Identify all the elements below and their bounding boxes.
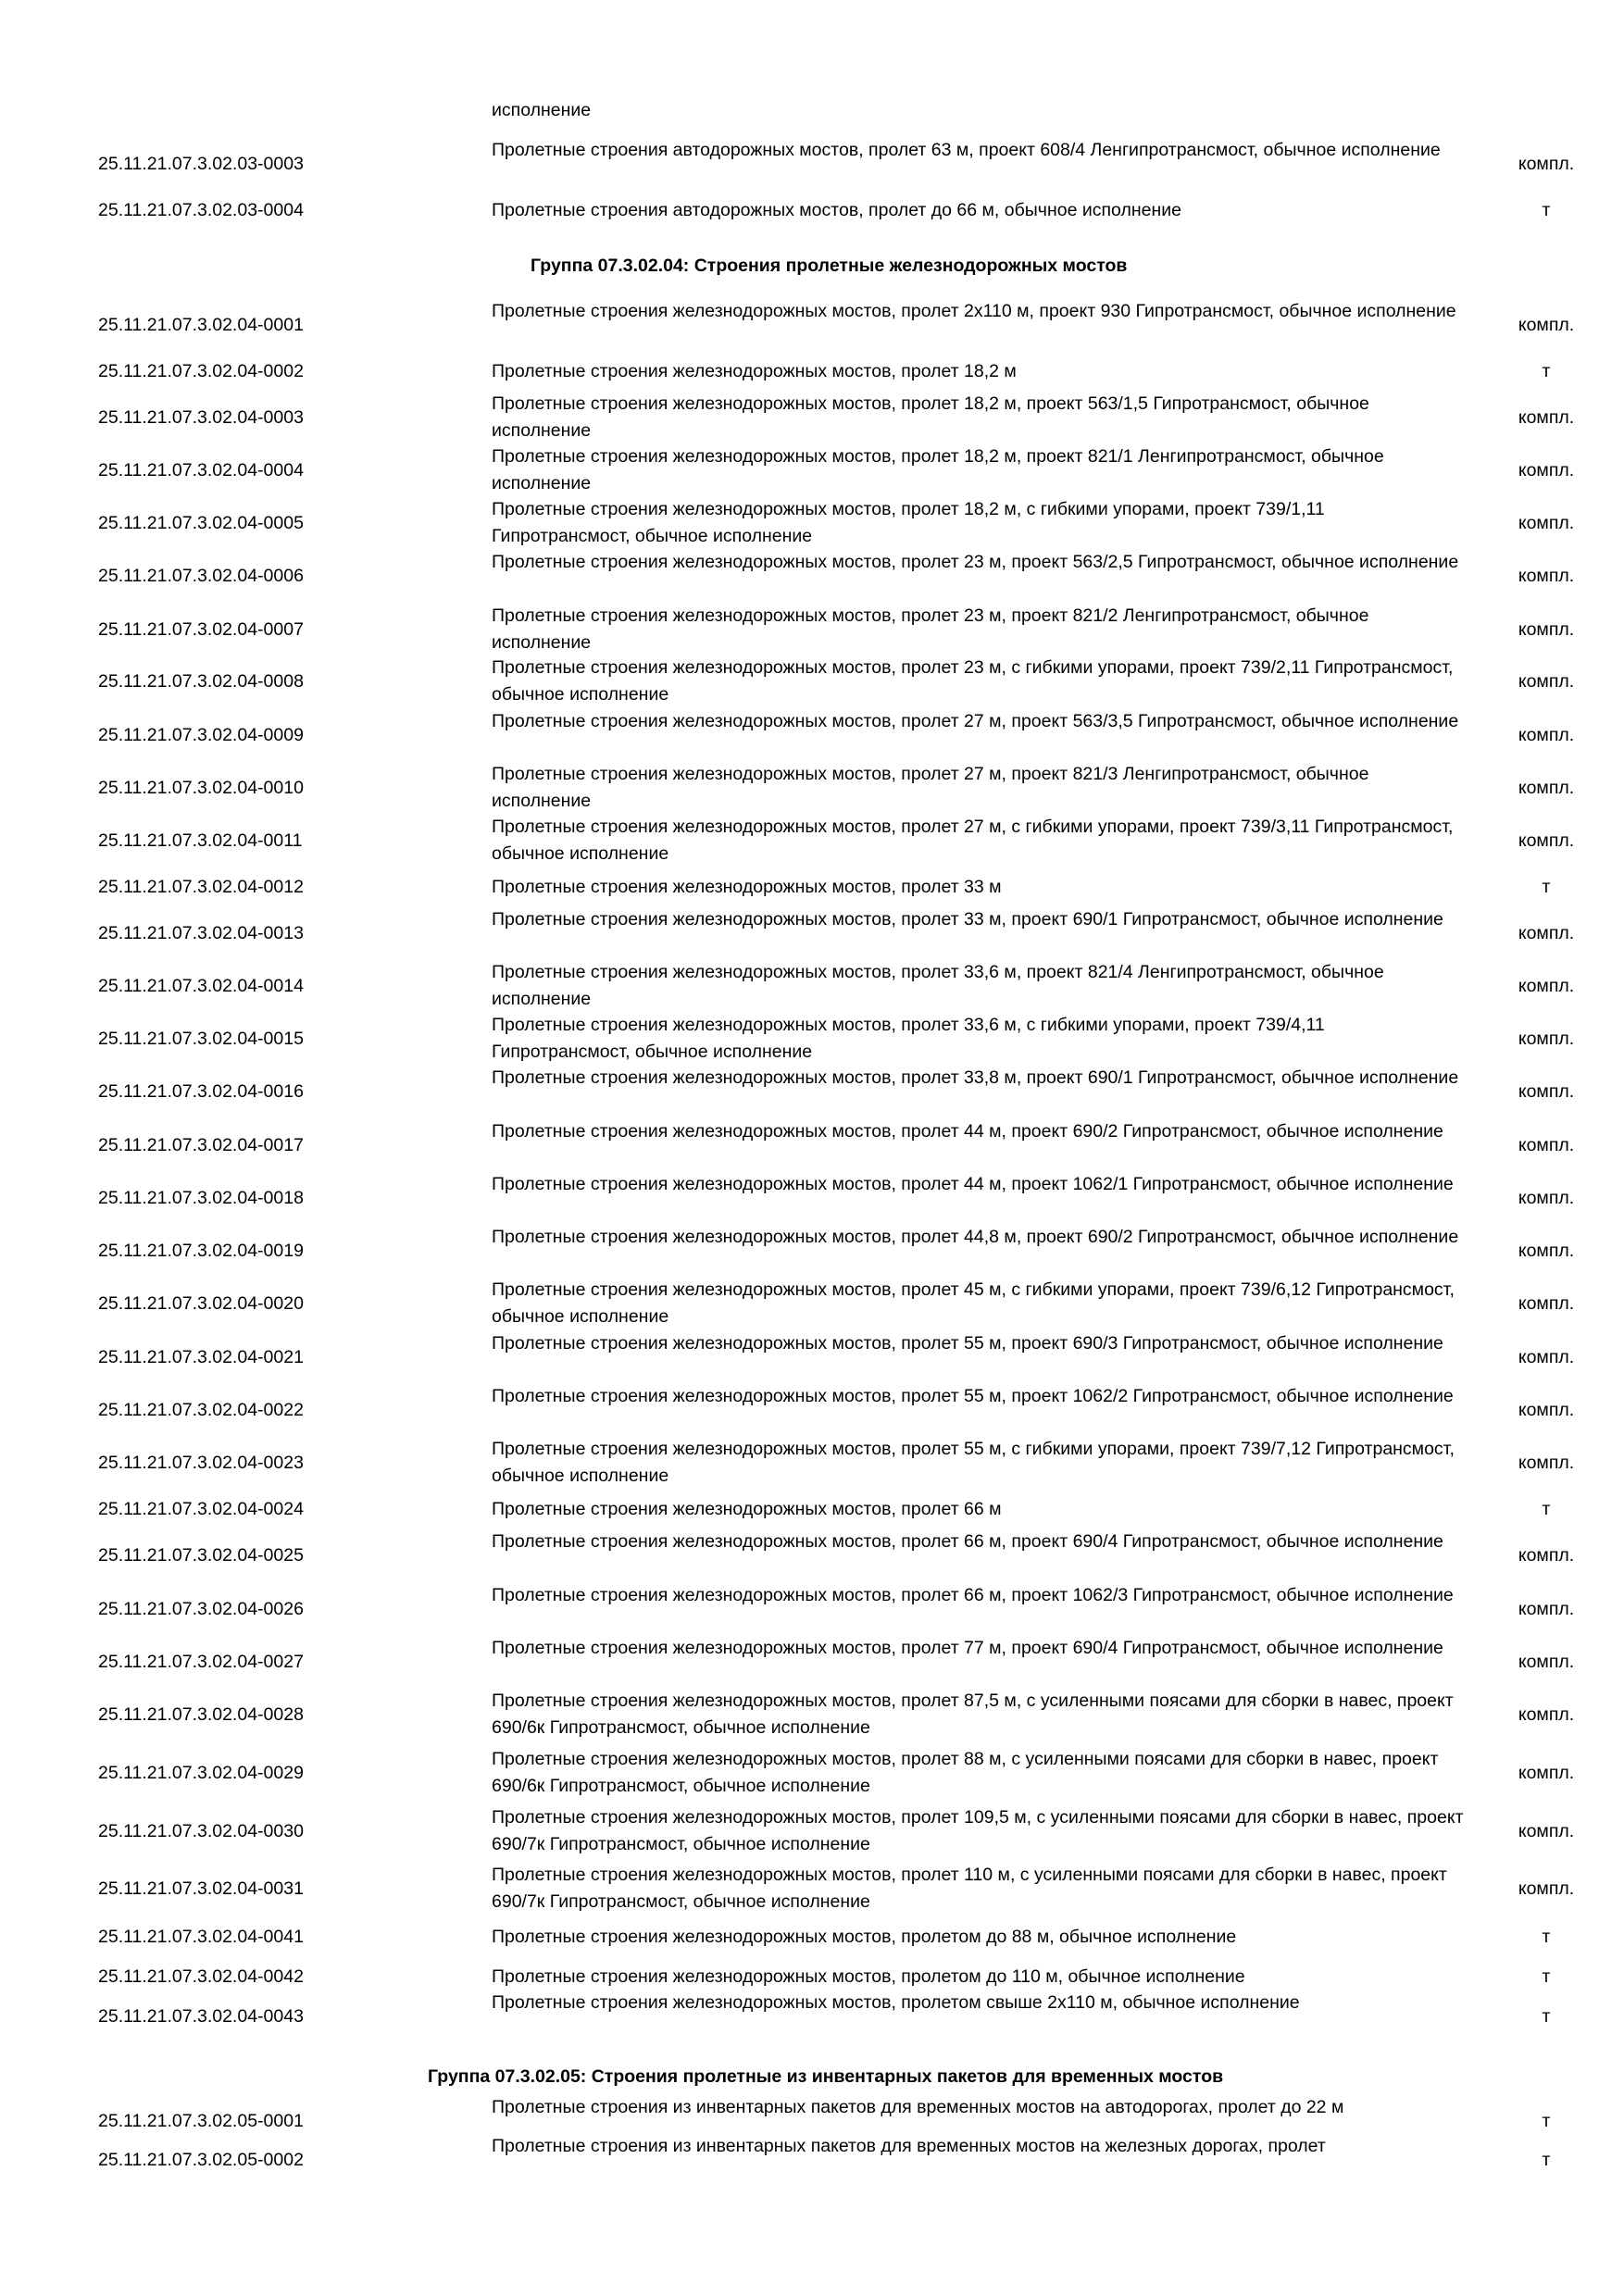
row-code: 25.11.21.07.3.02.04-0002	[98, 361, 304, 381]
row-description: Пролетные строения железнодорожных мостов, пролет 55 м, с гибкими упорами, проект 739/7,12 Гипротрансмост, обычное исполнение	[492, 1439, 1455, 1486]
row-description: Пролетные строения железнодорожных мостов, пролет 66 м	[492, 1499, 1002, 1519]
row-code: 25.11.21.07.3.02.04-0021	[98, 1347, 304, 1367]
row-description: Пролетные строения железнодорожных мостов, пролет 23 м, проект 563/2,5 Гипротрансмост, обычное исполнение	[492, 552, 1459, 572]
row-code: 25.11.21.07.3.02.04-0010	[98, 778, 304, 798]
row-description: Пролетные строения железнодорожных мостов, пролет 18,2 м	[492, 361, 1017, 381]
row-description: Пролетные строения автодорожных мостов, пролет до 66 м, обычное исполнение	[492, 200, 1181, 220]
row-code: 25.11.21.07.3.02.04-0041	[98, 1927, 304, 1947]
row-description: Пролетные строения железнодорожных мостов, пролет 23 м, проект 821/2 Ленгипротрансмост, обычное исполнение	[492, 605, 1369, 653]
row-unit: т	[1542, 361, 1551, 381]
row-description: Пролетные строения железнодорожных мостов, пролет 33,6 м, проект 821/4 Ленгипротрансмост, обычное исполнение	[492, 962, 1384, 1009]
row-unit: компл.	[1518, 1135, 1575, 1155]
row-code: 25.11.21.07.3.02.05-0001	[98, 2111, 304, 2131]
row-code: 25.11.21.07.3.02.05-0002	[98, 2150, 304, 2170]
row-code: 25.11.21.07.3.02.04-0015	[98, 1029, 304, 1049]
row-unit: компл.	[1518, 778, 1575, 798]
row-code: 25.11.21.07.3.02.04-0019	[98, 1241, 304, 1261]
row-unit: компл.	[1518, 671, 1575, 692]
row-code: 25.11.21.07.3.02.04-0018	[98, 1188, 304, 1208]
row-code: 25.11.21.07.3.02.04-0007	[98, 619, 304, 640]
row-code: 25.11.21.07.3.02.04-0028	[98, 1704, 304, 1725]
row-code: 25.11.21.07.3.02.04-0029	[98, 1763, 304, 1783]
row-description: Пролетные строения железнодорожных мостов, пролетом до 88 м, обычное исполнение	[492, 1927, 1237, 1947]
row-description: Пролетные строения железнодорожных мостов, пролет 66 м, проект 690/4 Гипротрансмост, обычное исполнение	[492, 1531, 1443, 1552]
row-code: 25.11.21.07.3.02.04-0031	[98, 1878, 304, 1899]
row-code: 25.11.21.07.3.02.03-0004	[98, 200, 304, 220]
row-code: 25.11.21.07.3.02.04-0024	[98, 1499, 304, 1519]
row-description: Пролетные строения железнодорожных мостов, пролет 109,5 м, с усиленными поясами для сборки в навес, проект 690/7к Гипротрансмост, обычное исполнение	[492, 1807, 1464, 1854]
row-unit: компл.	[1518, 725, 1575, 745]
row-description: Пролетные строения железнодорожных мостов, пролетом до 110 м, обычное исполнение	[492, 1966, 1245, 1987]
row-description: Пролетные строения железнодорожных мостов, пролет 87,5 м, с усиленными поясами для сборки в навес, проект 690/6к Гипротрансмост, обычное исполнение	[492, 1691, 1454, 1738]
row-code: 25.11.21.07.3.02.04-0026	[98, 1599, 304, 1619]
continuation-text: исполнение	[492, 100, 592, 120]
row-unit: компл.	[1518, 830, 1575, 851]
group-04-title: Группа 07.3.02.04: Строения пролетные железнодорожных мостов	[531, 256, 1128, 276]
row-unit: компл.	[1518, 315, 1575, 335]
row-unit: компл.	[1518, 1188, 1575, 1208]
row-code: 25.11.21.07.3.02.04-0043	[98, 2006, 304, 2027]
row-unit: компл.	[1518, 1293, 1575, 1314]
row-code: 25.11.21.07.3.02.04-0030	[98, 1821, 304, 1841]
row-description: Пролетные строения железнодорожных мостов, пролет 33 м, проект 690/1 Гипротрансмост, обычное исполнение	[492, 909, 1443, 930]
row-unit: компл.	[1518, 407, 1575, 428]
row-code: 25.11.21.07.3.02.04-0020	[98, 1293, 304, 1314]
row-unit: компл.	[1518, 513, 1575, 533]
row-unit: компл.	[1518, 566, 1575, 586]
row-description: Пролетные строения железнодорожных мостов, пролетом свыше 2х110 м, обычное исполнение	[492, 1992, 1300, 2013]
row-code: 25.11.21.07.3.02.04-0014	[98, 976, 304, 996]
row-unit: т	[1542, 2006, 1551, 2027]
row-unit: компл.	[1518, 976, 1575, 996]
row-description: Пролетные строения железнодорожных мостов, пролет 2х110 м, проект 930 Гипротрансмост, обычное исполнение	[492, 301, 1456, 321]
row-description: Пролетные строения железнодорожных мостов, пролет 88 м, с усиленными поясами для сборки в навес, проект 690/6к Гипротрансмост, обычное исполнение	[492, 1749, 1439, 1796]
row-unit: компл.	[1518, 1763, 1575, 1783]
row-unit: т	[1542, 1927, 1551, 1947]
row-unit: компл.	[1518, 923, 1575, 943]
row-description: Пролетные строения из инвентарных пакетов для временных мостов на автодорогах, пролет до 22 м	[492, 2097, 1344, 2117]
row-unit: компл.	[1518, 1029, 1575, 1049]
row-description: Пролетные строения железнодорожных мостов, пролет 27 м, проект 563/3,5 Гипротрансмост, обычное исполнение	[492, 711, 1459, 731]
row-unit: т	[1542, 200, 1551, 220]
row-unit: компл.	[1518, 1878, 1575, 1899]
row-description: Пролетные строения железнодорожных мостов, пролет 44 м, проект 690/2 Гипротрансмост, обычное исполнение	[492, 1121, 1443, 1142]
row-code: 25.11.21.07.3.02.04-0025	[98, 1545, 304, 1566]
row-code: 25.11.21.07.3.02.04-0012	[98, 877, 304, 897]
row-code: 25.11.21.07.3.02.04-0013	[98, 923, 304, 943]
row-description: Пролетные строения железнодорожных мостов, пролет 45 м, с гибкими упорами, проект 739/6,12 Гипротрансмост, обычное исполнение	[492, 1279, 1455, 1327]
row-description: Пролетные строения железнодорожных мостов, пролет 18,2 м, проект 563/1,5 Гипротрансмост, обычное исполнение	[492, 393, 1369, 441]
row-description: Пролетные строения железнодорожных мостов, пролет 23 м, с гибкими упорами, проект 739/2,11 Гипротрансмост, обычное исполнение	[492, 657, 1454, 705]
row-description: Пролетные строения железнодорожных мостов, пролет 110 м, с усиленными поясами для сборки в навес, проект 690/7к Гипротрансмост, обычное исполнение	[492, 1865, 1447, 1912]
row-unit: компл.	[1518, 1081, 1575, 1102]
row-code: 25.11.21.07.3.02.04-0011	[98, 830, 303, 851]
row-description: Пролетные строения автодорожных мостов, пролет 63 м, проект 608/4 Ленгипротрансмост, обычное исполнение	[492, 140, 1441, 160]
row-description: Пролетные строения из инвентарных пакетов для временных мостов на железных дорогах, пролет	[492, 2136, 1326, 2156]
row-description: Пролетные строения железнодорожных мостов, пролет 27 м, проект 821/3 Ленгипротрансмост, обычное исполнение	[492, 764, 1369, 811]
row-unit: т	[1542, 1499, 1551, 1519]
row-unit: компл.	[1518, 1545, 1575, 1566]
row-unit: т	[1542, 877, 1551, 897]
row-description: Пролетные строения железнодорожных мостов, пролет 66 м, проект 1062/3 Гипротрансмост, обычное исполнение	[492, 1585, 1454, 1605]
row-code: 25.11.21.07.3.02.04-0001	[98, 315, 304, 335]
row-unit: компл.	[1518, 1704, 1575, 1725]
row-code: 25.11.21.07.3.02.04-0017	[98, 1135, 304, 1155]
row-description: Пролетные строения железнодорожных мостов, пролет 33,8 м, проект 690/1 Гипротрансмост, обычное исполнение	[492, 1067, 1459, 1088]
row-description: Пролетные строения железнодорожных мостов, пролет 18,2 м, проект 821/1 Ленгипротрансмост, обычное исполнение	[492, 446, 1384, 493]
row-code: 25.11.21.07.3.02.04-0005	[98, 513, 304, 533]
group-05-title: Группа 07.3.02.05: Строения пролетные из инвентарных пакетов для временных мостов	[428, 2066, 1224, 2087]
row-description: Пролетные строения железнодорожных мостов, пролет 18,2 м, с гибкими упорами, проект 739/1,11 Гипротрансмост, обычное исполнение	[492, 499, 1325, 546]
row-description: Пролетные строения железнодорожных мостов, пролет 44 м, проект 1062/1 Гипротрансмост, обычное исполнение	[492, 1174, 1454, 1194]
row-code: 25.11.21.07.3.02.04-0022	[98, 1400, 304, 1420]
row-code: 25.11.21.07.3.02.04-0027	[98, 1652, 304, 1672]
row-unit: компл.	[1518, 1821, 1575, 1841]
row-unit: т	[1542, 1966, 1551, 1987]
row-unit: компл.	[1518, 1453, 1575, 1473]
row-unit: компл.	[1518, 460, 1575, 480]
row-code: 25.11.21.07.3.02.04-0004	[98, 460, 304, 480]
row-description: Пролетные строения железнодорожных мостов, пролет 55 м, проект 1062/2 Гипротрансмост, обычное исполнение	[492, 1386, 1454, 1406]
row-code: 25.11.21.07.3.02.04-0008	[98, 671, 304, 692]
row-unit: компл.	[1518, 1241, 1575, 1261]
row-code: 25.11.21.07.3.02.04-0009	[98, 725, 304, 745]
row-code: 25.11.21.07.3.02.04-0016	[98, 1081, 304, 1102]
row-unit: компл.	[1518, 1347, 1575, 1367]
row-description: Пролетные строения железнодорожных мостов, пролет 27 м, с гибкими упорами, проект 739/3,11 Гипротрансмост, обычное исполнение	[492, 817, 1454, 864]
row-code: 25.11.21.07.3.02.04-0006	[98, 566, 304, 586]
row-description: Пролетные строения железнодорожных мостов, пролет 55 м, проект 690/3 Гипротрансмост, обычное исполнение	[492, 1333, 1443, 1354]
row-unit: компл.	[1518, 1400, 1575, 1420]
row-description: Пролетные строения железнодорожных мостов, пролет 33 м	[492, 877, 1002, 897]
row-description: Пролетные строения железнодорожных мостов, пролет 33,6 м, с гибкими упорами, проект 739/4,11 Гипротрансмост, обычное исполнение	[492, 1015, 1325, 1062]
row-code: 25.11.21.07.3.02.04-0042	[98, 1966, 304, 1987]
row-code: 25.11.21.07.3.02.04-0023	[98, 1453, 304, 1473]
row-unit: компл.	[1518, 619, 1575, 640]
row-description: Пролетные строения железнодорожных мостов, пролет 44,8 м, проект 690/2 Гипротрансмост, обычное исполнение	[492, 1227, 1459, 1247]
row-unit: т	[1542, 2150, 1551, 2170]
row-code: 25.11.21.07.3.02.03-0003	[98, 154, 304, 174]
row-code: 25.11.21.07.3.02.04-0003	[98, 407, 304, 428]
row-unit: компл.	[1518, 1599, 1575, 1619]
row-unit: компл.	[1518, 1652, 1575, 1672]
row-unit: т	[1542, 2111, 1551, 2131]
row-unit: компл.	[1518, 154, 1575, 174]
row-description: Пролетные строения железнодорожных мостов, пролет 77 м, проект 690/4 Гипротрансмост, обычное исполнение	[492, 1638, 1443, 1658]
